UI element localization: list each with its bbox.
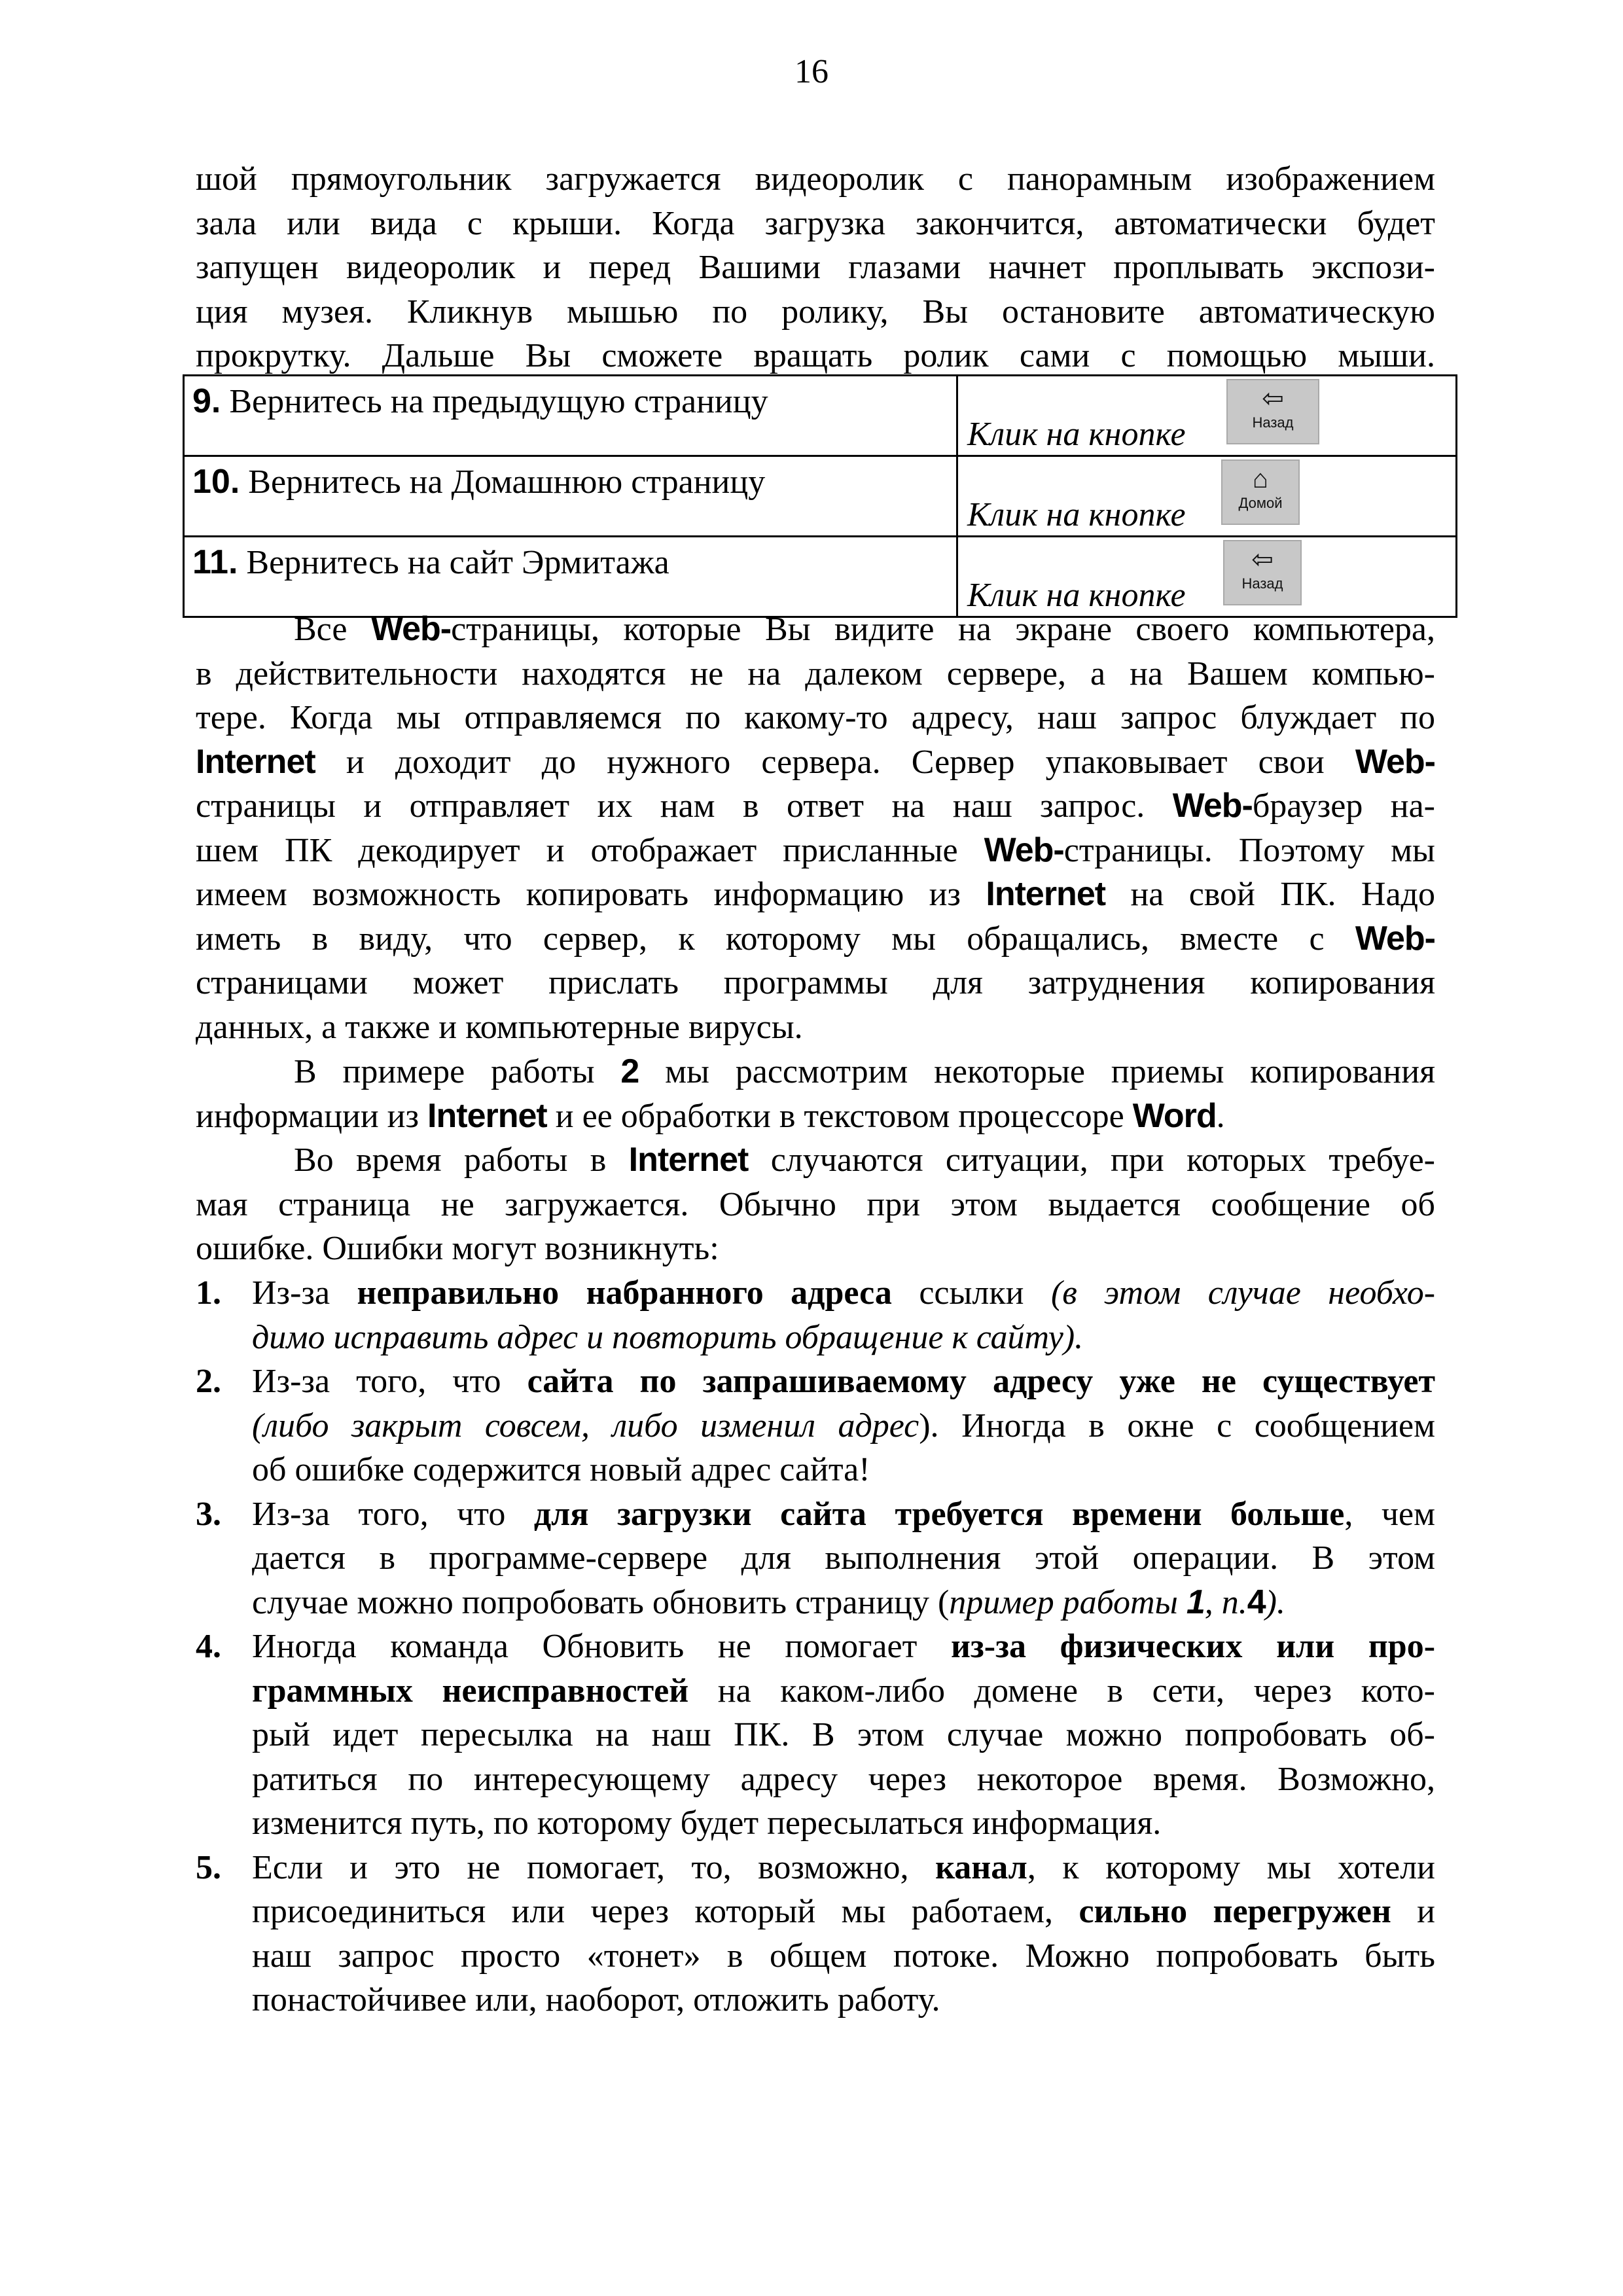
table-row	[184, 376, 1457, 456]
list-item	[196, 1271, 1435, 1359]
text-line: шем ПК декодирует и отображает присланные Web-страницы. Поэтому мы	[196, 831, 1435, 869]
text-line: димо исправить адрес и повторить обращение к сайту).	[252, 1318, 1084, 1356]
text-line: тере. Когда мы отправляемся по какому-то адресу, наш запрос блуждает по	[196, 699, 1435, 736]
home-button[interactable]	[1221, 459, 1300, 525]
step-number: 9.	[192, 382, 221, 420]
back-arrow-icon: ⇦	[1251, 545, 1274, 574]
text-line: Во время работы в Internet случаются ситуации, при которых требуе-	[294, 1141, 1435, 1179]
text-line: дается в программе-сервере для выполнения этой операции. В этом	[252, 1539, 1435, 1577]
home-icon: ⌂	[1252, 465, 1269, 493]
text-line: случае можно попробовать обновить страницу (пример работы 1, п.4).	[252, 1583, 1285, 1621]
text-line: Из-за того, что для загрузки сайта требуется времени больше, чем	[252, 1495, 1436, 1533]
text-line: В примере работы 2 мы рассмотрим некоторые приемы копирования	[294, 1052, 1436, 1090]
text-line: страницы и отправляет их нам в ответ на наш запрос. Web-браузер на-	[196, 787, 1435, 825]
button-label: Назад	[1252, 414, 1294, 431]
back-arrow-icon: ⇦	[1262, 384, 1284, 413]
text-line: прокрутку. Дальше Вы сможете вращать ролик сами с помощью мыши.	[196, 337, 1435, 374]
text-line: (либо закрыт совсем, либо изменил адрес). Иногда в окне с сообщением	[252, 1407, 1435, 1444]
text-line: Все Web-страницы, которые Вы видите на экране своего компьютера,	[294, 610, 1435, 648]
text-line: Internet и доходит до нужного сервера. Сервер упаковывает свои Web-	[196, 742, 1435, 781]
text-line: наш запрос просто «тонет» в общем потоке. Можно попробовать быть	[252, 1937, 1435, 1975]
text-line: ратиться по интересующему адресу через некоторое время. Возможно,	[252, 1760, 1435, 1798]
intro-paragraph	[196, 157, 1435, 378]
action-text: Клик на кнопке	[967, 577, 1186, 614]
step-number: 10.	[192, 463, 240, 501]
list-item	[196, 1359, 1435, 1492]
step-task	[184, 537, 957, 617]
step-action	[957, 456, 1457, 537]
list-item	[196, 1492, 1435, 1625]
text-line: Из-за неправильно набранного адреса ссылки (в этом случае необхо-	[252, 1274, 1436, 1312]
step-task	[184, 376, 957, 456]
paragraph-web-pages	[196, 607, 1435, 1049]
page-number: 16	[794, 53, 829, 90]
step-action	[957, 376, 1457, 456]
text-line: ция музея. Кликнув мышью по ролику, Вы остановите автоматическую	[196, 293, 1435, 331]
text-line: об ошибке содержится новый адрес сайта!	[252, 1451, 870, 1488]
text-line: понастойчивее или, наоборот, отложить работу.	[252, 1981, 940, 2018]
text-line: Иногда команда Обновить не помогает из-за физических или про-	[252, 1628, 1436, 1665]
step-action	[957, 537, 1457, 617]
text-line: информации из Internet и ее обработки в текстовом процессоре Word.	[196, 1096, 1225, 1135]
text-line: запущен видеоролик и перед Вашими глазами начнет проплывать экспози-	[196, 249, 1435, 286]
back-button[interactable]	[1226, 379, 1319, 444]
button-label: Домой	[1238, 495, 1283, 511]
text-line: изменится путь, по которому будет пересылаться информация.	[252, 1804, 1162, 1842]
text-line: шой прямоугольник загружается видеоролик с панорамным изображением	[196, 160, 1435, 198]
action-text: Клик на кнопке	[967, 416, 1186, 453]
action-text: Клик на кнопке	[967, 496, 1186, 533]
text-line: присоединиться или через который мы работаем, сильно перегружен и	[252, 1893, 1435, 1930]
steps-table	[183, 374, 1457, 618]
list-number: 4.	[196, 1628, 221, 1665]
text-line: Если и это не помогает, то, возможно, канал, к которому мы хотели	[252, 1848, 1435, 1886]
text-line: иметь в виду, что сервер, к которому мы обращались, вместе с Web-	[196, 919, 1435, 958]
table-row	[184, 537, 1457, 617]
button-label: Назад	[1241, 575, 1283, 592]
text-line: граммных неисправностей на каком-либо домене в сети, через кото-	[252, 1672, 1435, 1710]
step-task	[184, 456, 957, 537]
list-item	[196, 1624, 1435, 1846]
list-item	[196, 1846, 1435, 2022]
text-line: Из-за того, что сайта по запрашиваемому адресу уже не существует	[252, 1363, 1436, 1400]
text-line: зала или вида с крыши. Когда загрузка закончится, автоматически будет	[196, 204, 1435, 242]
step-text: Вернитесь на сайт Эрмитажа	[238, 544, 669, 581]
text-line: в действительности находятся не на далеком сервере, а на Вашем компью-	[196, 655, 1435, 692]
list-number: 3.	[196, 1495, 221, 1533]
list-number: 2.	[196, 1363, 221, 1400]
text-line: страницами может прислать программы для затруднения копирования	[196, 964, 1435, 1001]
paragraph-errors-intro	[196, 1138, 1435, 1271]
step-text: Вернитесь на Домашнюю страницу	[240, 463, 766, 501]
list-number: 1.	[196, 1274, 221, 1312]
text-line: ошибке. Ошибки могут возникнуть:	[196, 1230, 719, 1267]
text-line: рый идет пересылка на наш ПК. В этом случае можно попробовать об-	[252, 1716, 1435, 1753]
list-number: 5.	[196, 1848, 221, 1886]
table-row	[184, 456, 1457, 537]
text-line: имеем возможность копировать информацию из Internet на свой ПК. Надо	[196, 875, 1435, 913]
paragraph-example	[196, 1050, 1435, 1138]
step-text: Вернитесь на предыдущую страницу	[221, 383, 768, 420]
text-line: мая страница не загружается. Обычно при этом выдается сообщение об	[196, 1185, 1435, 1223]
error-list	[196, 1271, 1435, 2022]
back-button[interactable]	[1223, 540, 1302, 605]
text-line: данных, а также и компьютерные вирусы.	[196, 1008, 803, 1046]
step-number: 11.	[192, 543, 238, 581]
